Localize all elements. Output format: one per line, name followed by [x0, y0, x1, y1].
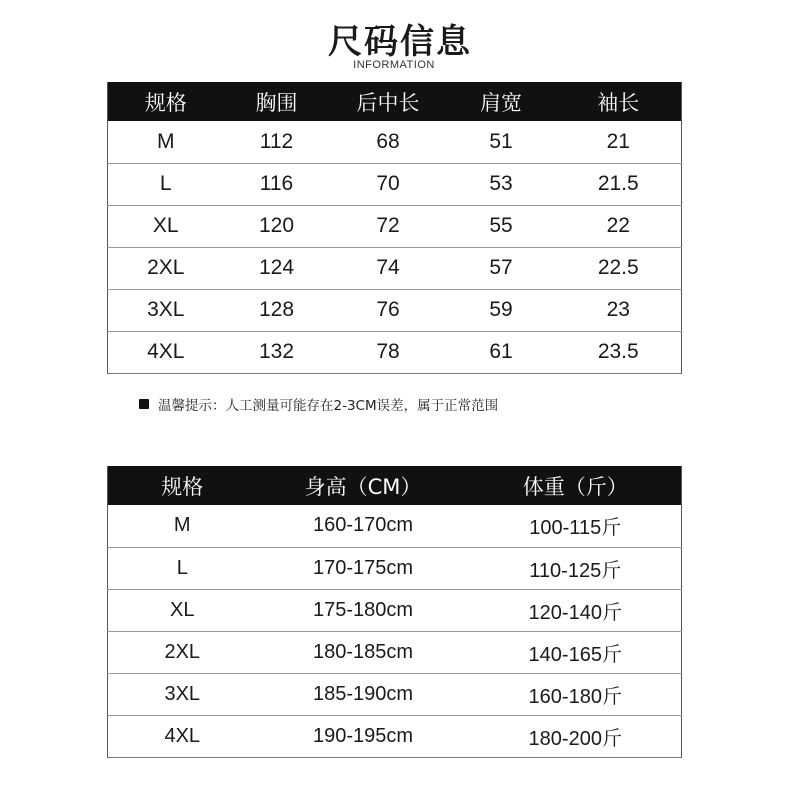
- note-text: 温馨提示：人工测量可能存在2-3CM误差，属于正常范围: [158, 398, 499, 414]
- cell-height: 170-175cm: [257, 547, 470, 589]
- cell-weight: 140-165斤: [470, 631, 682, 673]
- cell-height: 160-170cm: [312, 514, 414, 537]
- cell-length: 76: [330, 289, 447, 331]
- cell-shoulder: 53: [447, 163, 556, 205]
- cell-sleeve: 22: [556, 205, 682, 247]
- table-header-row: [108, 82, 682, 121]
- measurement-note: [139, 394, 498, 414]
- cell-height: 175-180cm: [257, 589, 470, 631]
- table-row: [108, 331, 682, 373]
- column-header-height: 身高（CM）: [257, 466, 470, 505]
- cell-chest: 132: [224, 331, 330, 373]
- cell-size: M: [157, 129, 175, 153]
- black-square-bullet-icon: [139, 399, 149, 409]
- cell-sleeve: 21: [606, 129, 630, 153]
- cell-sleeve: 23.5: [556, 331, 682, 373]
- cell-length: 72: [330, 205, 447, 247]
- cell-length: 74: [330, 247, 447, 289]
- table-row: [108, 247, 682, 289]
- cell-size: 3XL: [108, 673, 257, 715]
- table-row: [108, 673, 682, 715]
- cell-chest: 128: [224, 289, 330, 331]
- cell-shoulder: 55: [447, 205, 556, 247]
- cell-weight: 180-200斤: [470, 715, 682, 757]
- table-row: [108, 121, 682, 163]
- cell-size: XL: [108, 589, 257, 631]
- measurement-table: [107, 82, 682, 374]
- cell-size: 2XL: [108, 247, 224, 289]
- cell-size: 4XL: [108, 331, 224, 373]
- cell-size: XL: [108, 205, 224, 247]
- cell-weight: 110-125斤: [470, 547, 682, 589]
- table-row: [108, 205, 682, 247]
- page-subtitle: INFORMATION: [353, 59, 435, 71]
- cell-size: 2XL: [108, 631, 257, 673]
- column-header-length: 后中长: [330, 82, 447, 121]
- table-row: [108, 631, 682, 673]
- cell-size: 3XL: [108, 289, 224, 331]
- cell-height: 190-195cm: [257, 715, 470, 757]
- table-row: [108, 163, 682, 205]
- table-row: [108, 589, 682, 631]
- table-row: [108, 715, 682, 757]
- column-header-size: 规格: [108, 82, 224, 121]
- cell-sleeve: 23: [556, 289, 682, 331]
- cell-height: 185-190cm: [257, 673, 470, 715]
- table-row: [108, 289, 682, 331]
- cell-weight: 100-115斤: [529, 517, 622, 540]
- column-header-weight: 体重（斤）: [470, 466, 682, 505]
- cell-weight: 160-180斤: [470, 673, 682, 715]
- table-header-row: [108, 466, 682, 505]
- cell-shoulder: 59: [447, 289, 556, 331]
- cell-chest: 120: [224, 205, 330, 247]
- table-row: [108, 547, 682, 589]
- cell-length: 68: [376, 129, 400, 153]
- cell-size: M: [173, 514, 191, 537]
- cell-chest: 124: [224, 247, 330, 289]
- column-header-size: 规格: [108, 466, 257, 505]
- cell-sleeve: 21.5: [556, 163, 682, 205]
- cell-chest: 112: [259, 129, 294, 153]
- cell-shoulder: 51: [489, 129, 513, 153]
- table-row: [108, 505, 682, 547]
- cell-weight: 120-140斤: [470, 589, 682, 631]
- column-header-shoulder: 肩宽: [447, 82, 556, 121]
- page-title: 尺码信息: [328, 22, 472, 62]
- cell-sleeve: 22.5: [556, 247, 682, 289]
- cell-shoulder: 61: [447, 331, 556, 373]
- column-header-sleeve: 袖长: [556, 82, 682, 121]
- cell-size: L: [108, 547, 257, 589]
- cell-size: L: [108, 163, 224, 205]
- cell-size: 4XL: [108, 715, 257, 757]
- cell-length: 78: [330, 331, 447, 373]
- column-header-chest: 胸围: [224, 82, 330, 121]
- cell-chest: 116: [224, 163, 330, 205]
- cell-height: 180-185cm: [257, 631, 470, 673]
- cell-length: 70: [330, 163, 447, 205]
- cell-shoulder: 57: [447, 247, 556, 289]
- size-recommendation-table: [107, 466, 682, 758]
